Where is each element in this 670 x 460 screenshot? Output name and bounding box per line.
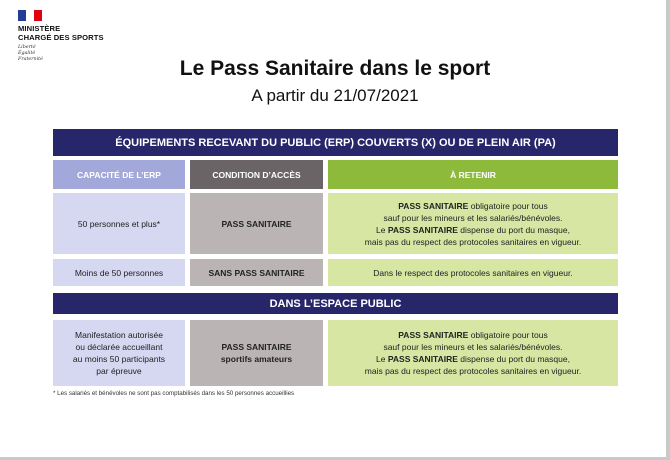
retain-cell-public-space: PASS SANITAIRE obligatoire pour tous sauf pour les mineurs et les salariés/bénévoles. Le PASS SANITAIRE dispense du port du masque, mais pas du respect des protocoles sanitaires en vigueur.	[328, 320, 618, 386]
event-cell: Manifestation autorisée ou déclarée accueillant au moins 50 participants par épreuve	[53, 320, 185, 386]
column-header-condition: CONDITION D’ACCÈS	[190, 160, 323, 189]
column-header-capacity: CAPACITÉ DE L’ERP	[53, 160, 185, 189]
condition-cell-pass: PASS SANITAIRE	[190, 193, 323, 254]
french-flag-icon	[18, 10, 42, 21]
column-header-retain: À RETENIR	[328, 160, 618, 189]
retain-cell-under-50: Dans le respect des protocoles sanitaires en vigueur.	[328, 259, 618, 286]
condition-cell-no-pass: SANS PASS SANITAIRE	[190, 259, 323, 286]
retain-cell-50-plus: PASS SANITAIRE obligatoire pour tous sauf pour les mineurs et les salariés/bénévoles. Le PASS SANITAIRE dispense du port du masque, mais pas du respect des protocoles sanitaires en vigueur.	[328, 193, 618, 254]
page-subtitle: A partir du 21/07/2021	[251, 86, 419, 105]
capacity-cell-under-50: Moins de 50 personnes	[53, 259, 185, 286]
condition-cell-amateurs: PASS SANITAIRE sportifs amateurs	[190, 320, 323, 386]
capacity-cell-50-plus: 50 personnes et plus*	[53, 193, 185, 254]
section-header-erp: ÉQUIPEMENTS RECEVANT DU PUBLIC (ERP) COUVERTS (X) OU DE PLEIN AIR (PA)	[53, 129, 618, 156]
page-title: Le Pass Sanitaire dans le sport	[179, 57, 491, 80]
footnote: * Les salariés et bénévoles ne sont pas comptabilisés dans les 50 personnes accueillies	[53, 390, 295, 397]
ministry-logo	[18, 10, 104, 63]
republic-motto: Liberté Égalité Fraternité	[18, 45, 43, 63]
section-header-public-space: DANS L’ESPACE PUBLIC	[53, 293, 618, 314]
ministry-name: MINISTÈRE CHARGÉ DES SPORTS	[18, 24, 104, 42]
